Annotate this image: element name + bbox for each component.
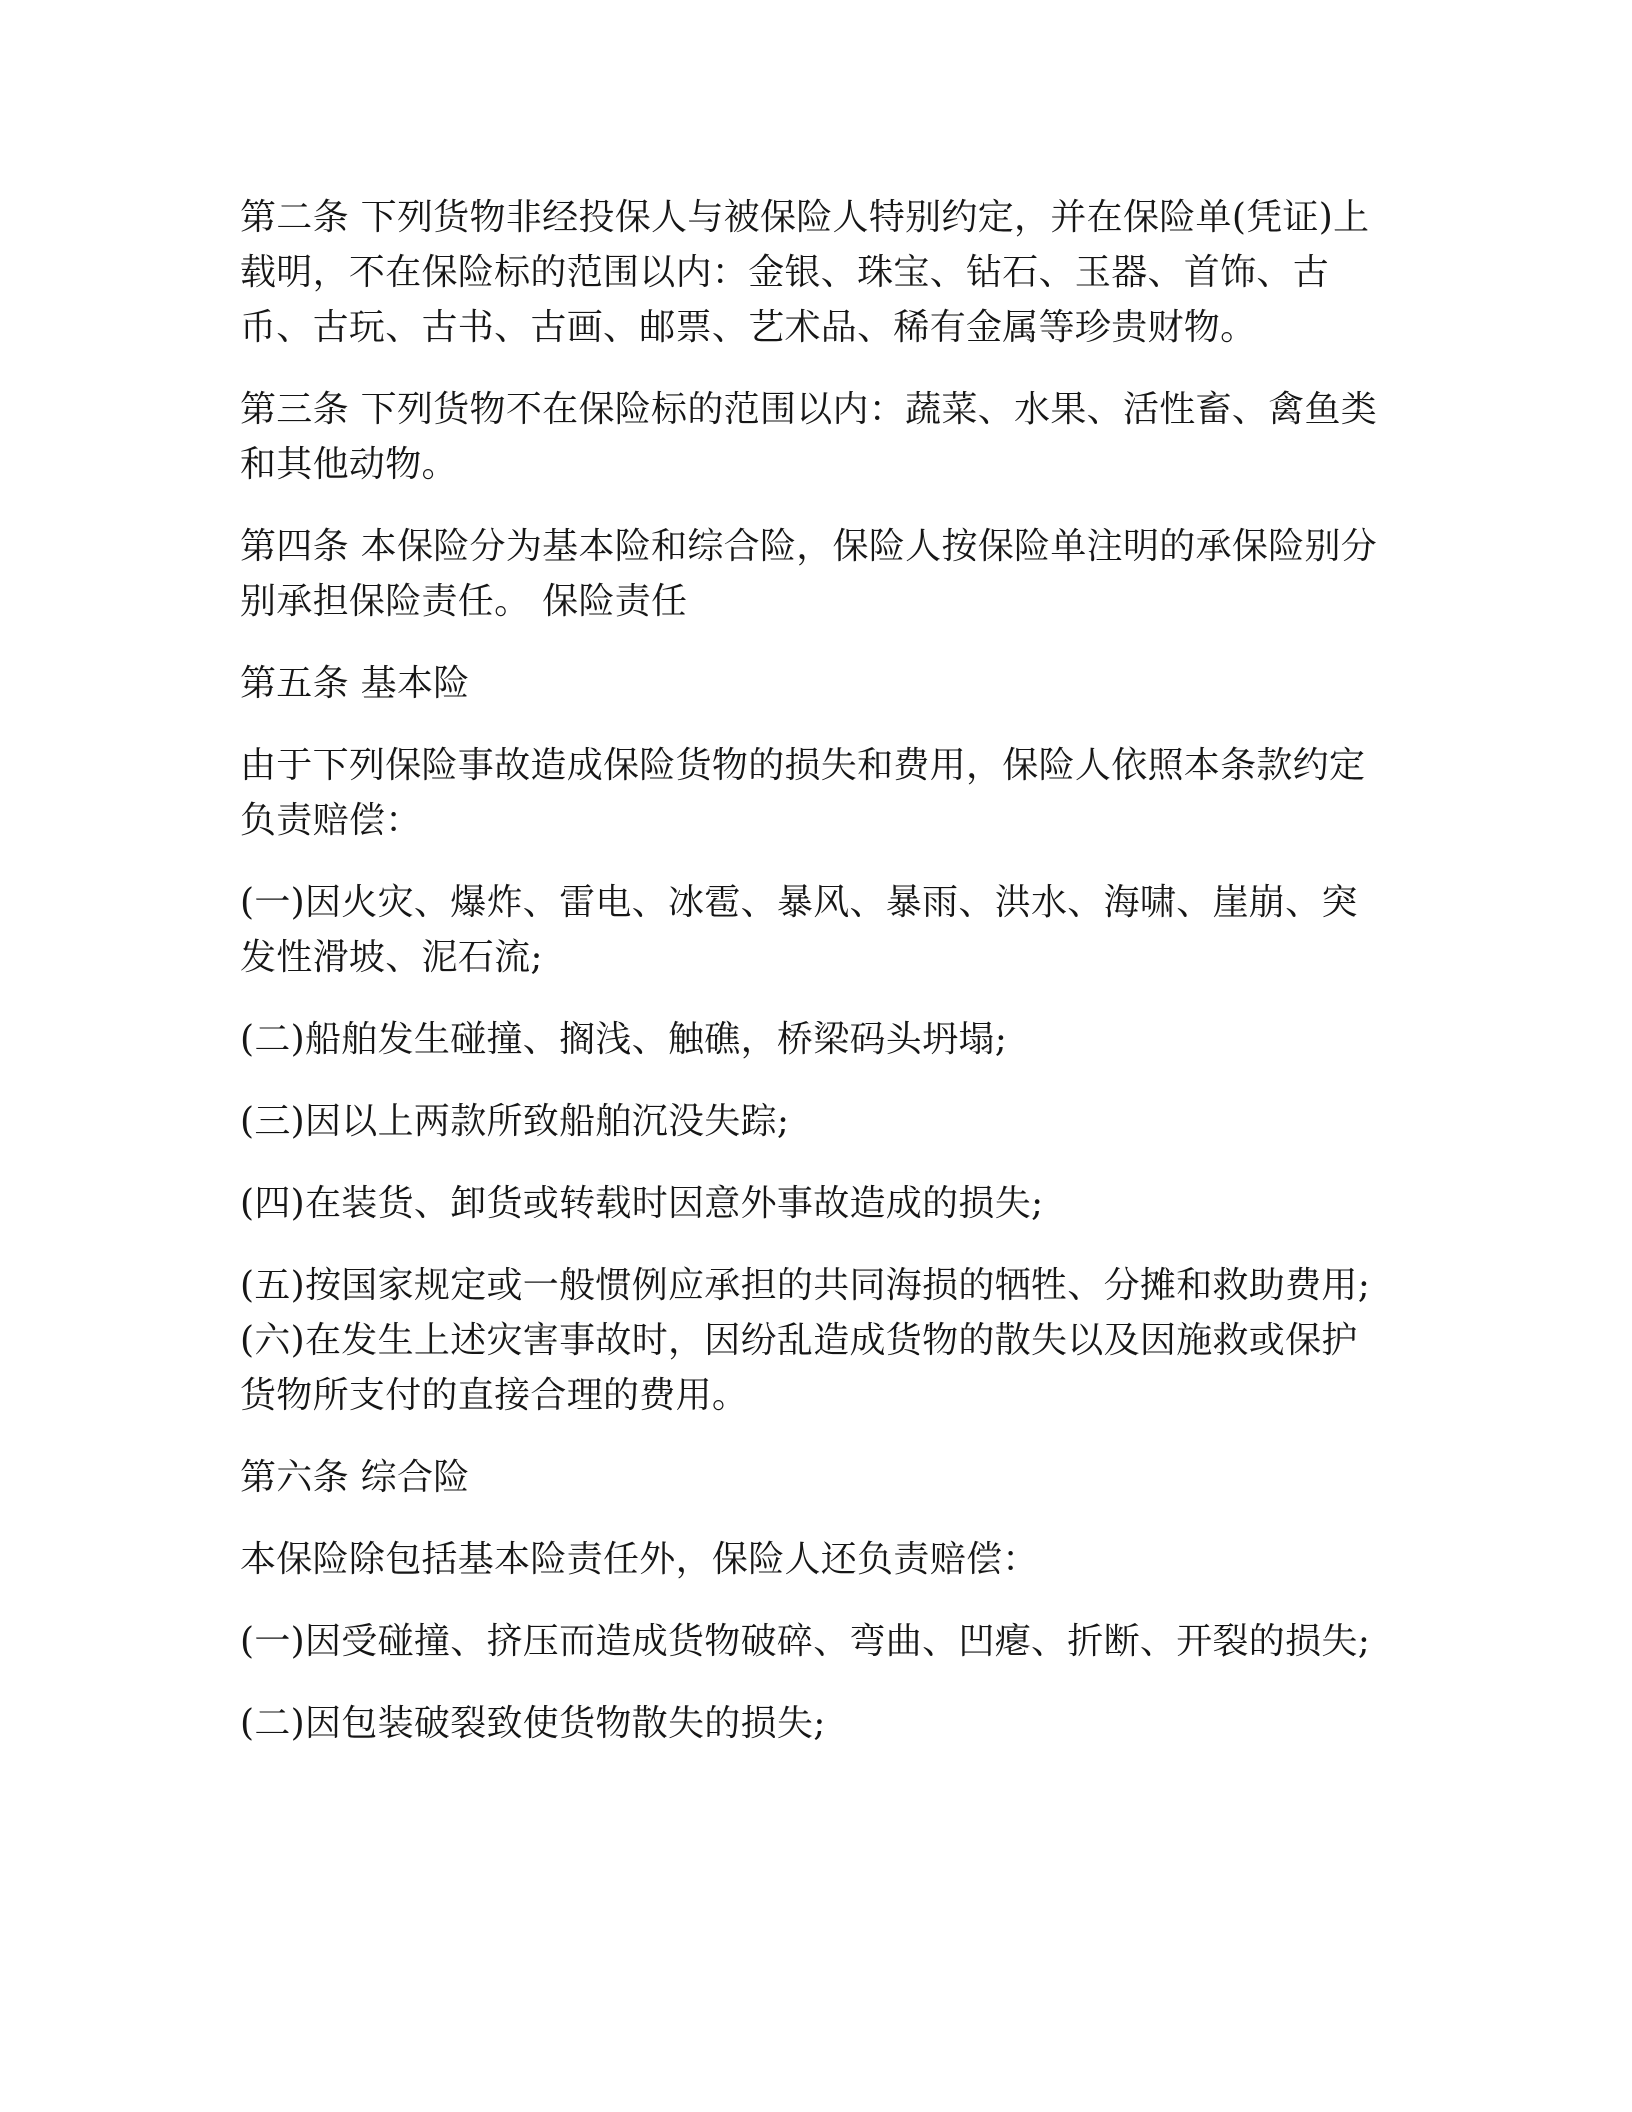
list-item-basic-4: (四)在装货、卸货或转载时因意外事故造成的损失; bbox=[240, 1183, 1044, 1224]
heading-article-5: 第五条 基本险 bbox=[240, 663, 470, 704]
list-item-comprehensive-1: (一)因受碰撞、挤压而造成货物破碎、弯曲、凹瘪、折断、开裂的损失; bbox=[240, 1621, 1371, 1662]
heading-article-6: 第六条 综合险 bbox=[240, 1457, 470, 1498]
paragraph-article-2: 第二条 下列货物非经投保人与被保险人特别约定，并在保险单(凭证)上载明，不在保险标的范围以内：金银、珠宝、钻石、玉器、首饰、古币、古玩、古书、古画、邮票、艺术品、稀有金属等珍贵财物。 bbox=[240, 197, 1370, 348]
paragraph-article-6-intro: 本保险除包括基本险责任外，保险人还负责赔偿： bbox=[240, 1539, 1039, 1580]
paragraph-article-5-intro: 由于下列保险事故造成保险货物的损失和费用，保险人依照本条款约定负责赔偿： bbox=[240, 745, 1366, 841]
paragraph-article-3: 第三条 下列货物不在保险标的范围以内：蔬菜、水果、活性畜、禽鱼类和其他动物。 bbox=[240, 389, 1378, 485]
paragraph-article-4: 第四条 本保险分为基本险和综合险，保险人按保险单注明的承保险别分别承担保险责任。 保险责任 bbox=[240, 526, 1378, 622]
list-item-basic-2: (二)船舶发生碰撞、搁浅、触礁，桥梁码头坍塌; bbox=[240, 1019, 1008, 1060]
list-item-comprehensive-2: (二)因包装破裂致使货物散失的损失; bbox=[240, 1703, 826, 1744]
list-item-basic-5-6: (五)按国家规定或一般惯例应承担的共同海损的牺牲、分摊和救助费用;(六)在发生上述灾害事故时，因纷乱造成货物的散失以及因施救或保护货物所支付的直接合理的费用。 bbox=[240, 1265, 1371, 1416]
list-item-basic-3: (三)因以上两款所致船舶沉没失踪; bbox=[240, 1101, 790, 1142]
list-item-basic-1: (一)因火灾、爆炸、雷电、冰雹、暴风、暴雨、洪水、海啸、崖崩、突发性滑坡、泥石流; bbox=[240, 882, 1358, 978]
document-page bbox=[240, 190, 1380, 1778]
